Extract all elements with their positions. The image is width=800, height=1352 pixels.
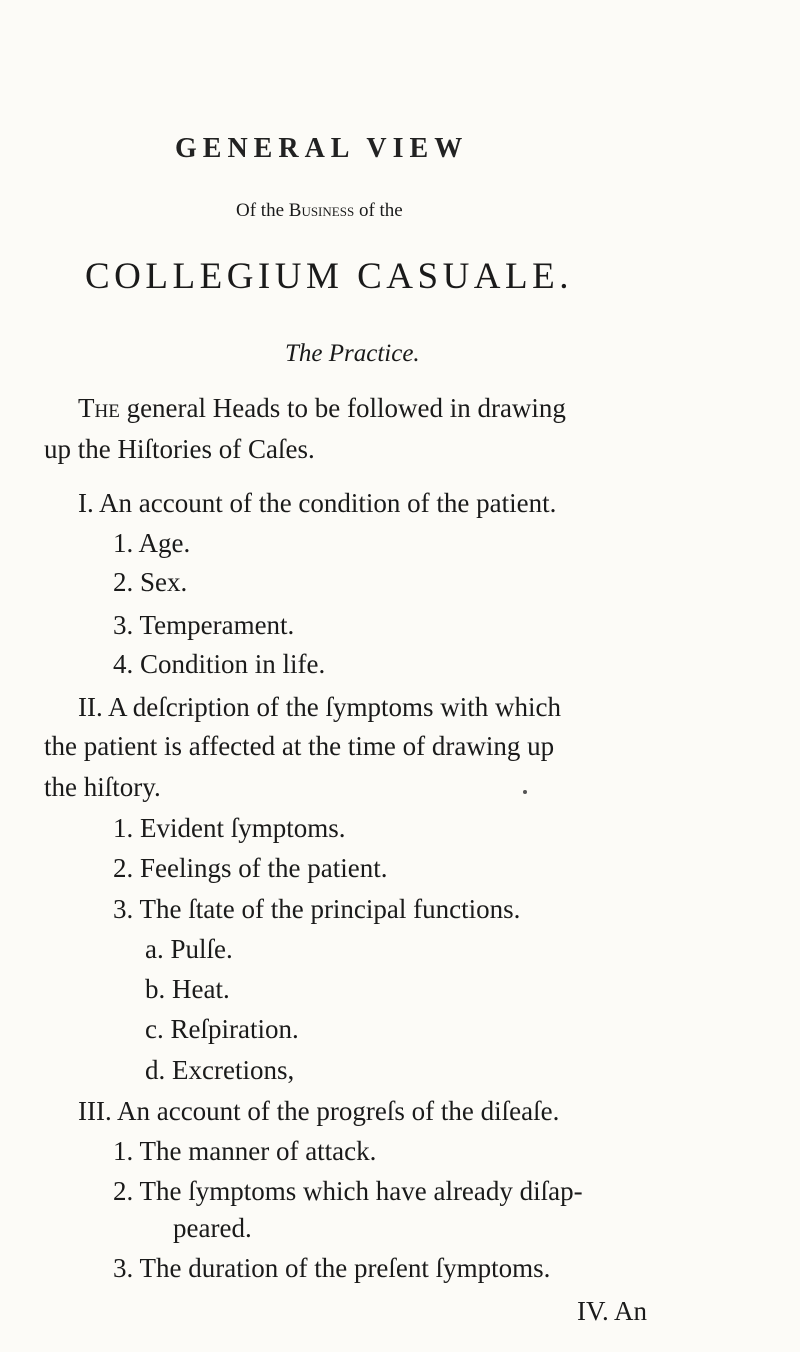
list-item: 1. Age. bbox=[113, 528, 191, 558]
list-item: 3. The ſtate of the principal functions. bbox=[113, 894, 521, 924]
list-item: 1. Evident ſymptoms. bbox=[113, 813, 346, 843]
list-item: I. An account of the condition of the patient. bbox=[78, 488, 557, 518]
stray-dot bbox=[523, 790, 527, 794]
list-item: the hiſtory. bbox=[44, 772, 161, 802]
list-item: 3. Temperament. bbox=[113, 610, 295, 640]
page-subtitle bbox=[236, 201, 403, 220]
list-item: the patient is affected at the time of drawing up bbox=[44, 731, 555, 761]
main-title: COLLEGIUM CASUALE. bbox=[85, 256, 573, 297]
list-item: 2. Feelings of the patient. bbox=[113, 853, 388, 883]
list-item: a. Pulſe. bbox=[145, 934, 233, 964]
list-item: b. Heat. bbox=[145, 974, 230, 1004]
intro-line-1 bbox=[78, 395, 566, 422]
intro-line-1-rest: general Heads to be followed in drawing bbox=[119, 393, 566, 423]
list-item: III. An account of the progreſs of the diſeaſe. bbox=[78, 1096, 560, 1126]
list-item: 2. The ſymptoms which have already diſap- bbox=[113, 1176, 583, 1206]
list-item: peared. bbox=[173, 1213, 252, 1243]
list-item: 2. Sex. bbox=[113, 567, 188, 597]
subtitle-small-caps: Business bbox=[288, 200, 355, 221]
list-item: c. Reſpiration. bbox=[145, 1014, 299, 1044]
intro-lead: The bbox=[78, 393, 120, 423]
list-item: 4. Condition in life. bbox=[113, 649, 326, 679]
catchword: IV. An bbox=[577, 1296, 648, 1326]
page-title: GENERAL VIEW bbox=[175, 133, 469, 164]
list-item: 3. The duration of the preſent ſymptoms. bbox=[113, 1253, 551, 1283]
subtitle-lead: Of the bbox=[236, 200, 289, 221]
intro-line-2: up the Hiſtories of Caſes. bbox=[44, 434, 315, 464]
section-heading: The Practice. bbox=[285, 340, 420, 367]
subtitle-tail: of the bbox=[354, 200, 403, 221]
list-item: 1. The manner of attack. bbox=[113, 1136, 377, 1166]
list-item: II. A deſcription of the ſymptoms with which bbox=[78, 692, 561, 722]
list-item: d. Excretions, bbox=[145, 1055, 295, 1085]
